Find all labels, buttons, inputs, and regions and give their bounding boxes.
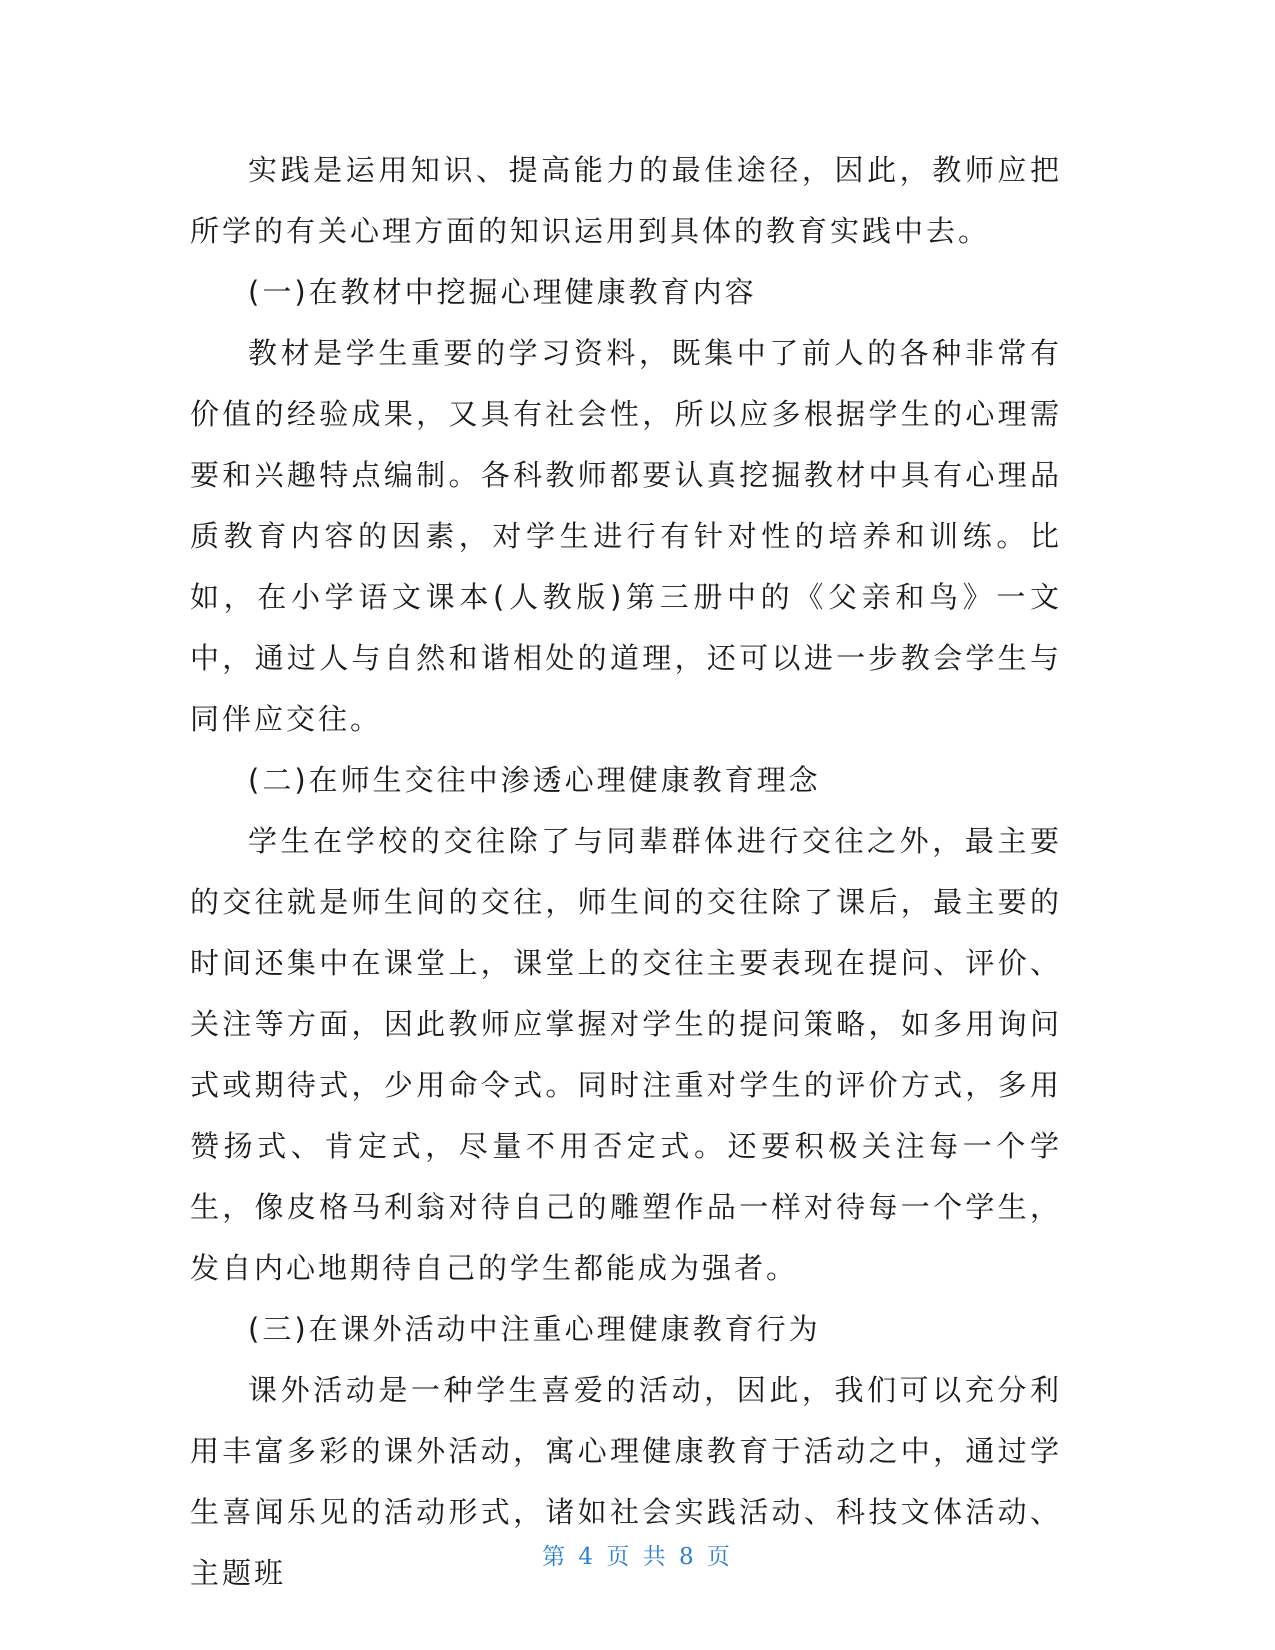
paragraph-extracurricular: 课外活动是一种学生喜爱的活动，因此，我们可以充分利用丰富多彩的课外活动，寓心理健康教育于活动之中，通过学生喜闻乐见的活动形式，诸如社会实践活动、科技文体活动、主题班 — [190, 1373, 1062, 1590]
paragraph-intro: 实践是运用知识、提高能力的最佳途径，因此，教师应把所学的有关心理方面的知识运用到具体的教育实践中去。 — [190, 153, 1062, 248]
page-number-footer: 第 4 页 共 8 页 — [542, 1544, 733, 1570]
section-heading-2: (二)在师生交往中渗透心理健康教育理念 — [248, 763, 821, 797]
section-heading-3: (三)在课外活动中注重心理健康教育行为 — [248, 1312, 821, 1346]
section-heading-1: (一)在教材中挖掘心理健康教育内容 — [248, 275, 757, 309]
document-body — [190, 140, 1062, 1604]
paragraph-teacher-student: 学生在学校的交往除了与同辈群体进行交往之外，最主要的交往就是师生间的交往，师生间的交往除了课后，最主要的时间还集中在课堂上，课堂上的交往主要表现在提问、评价、关注等方面，因此教师应掌握对学生的提问策略，如多用询问式或期待式，少用命令式。同时注重对学生的评价方式，多用赞扬式、肯定式，尽量不用否定式。还要积极关注每一个学生，像皮格马利翁对待自己的雕塑作品一样对待每一个学生，发自内心地期待自己的学生都能成为强者。 — [190, 824, 1062, 1285]
paragraph-textbook: 教材是学生重要的学习资料，既集中了前人的各种非常有价值的经验成果，又具有社会性，所以应多根据学生的心理需要和兴趣特点编制。各科教师都要认真挖掘教材中具有心理品质教育内容的因素，对学生进行有针对性的培养和训练。比如，在小学语文课本(人教版)第三册中的《父亲和鸟》一文中，通过人与自然和谐相处的道理，还可以进一步教会学生与同伴应交往。 — [190, 336, 1062, 736]
